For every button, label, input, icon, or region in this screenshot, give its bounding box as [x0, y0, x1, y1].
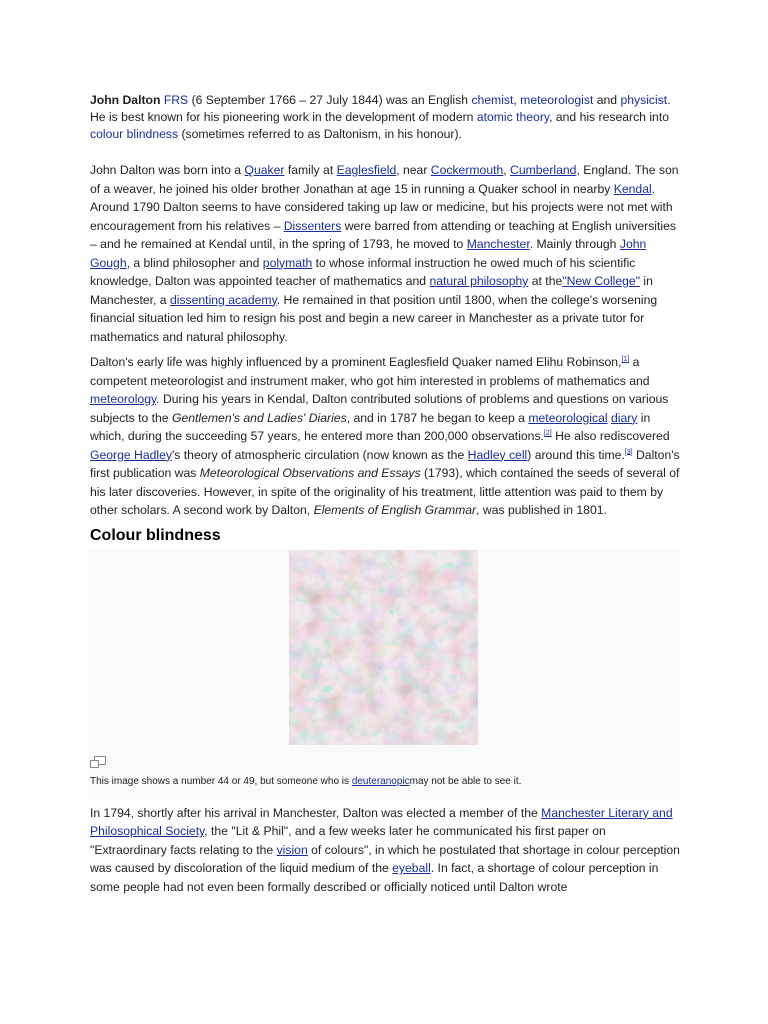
body-text: family at	[284, 163, 337, 177]
body-text: John Dalton was born into a	[90, 163, 245, 177]
body-text: in which, during the succeeding 57 years, he entered more than 200,000 observations.	[90, 410, 651, 443]
influence-paragraph	[90, 353, 682, 520]
link-vision[interactable]: vision	[276, 842, 308, 857]
body-text: , a blind philosopher and	[126, 255, 263, 270]
link-hadley-cell[interactable]: Hadley cell	[467, 447, 528, 462]
intro-text: . He is best known for his pioneering work in the development of modern	[90, 93, 671, 124]
body-text: Dalton's early life was highly influenced by a prominent Eaglesfield Quaker named Elihu Robinson,	[90, 355, 622, 369]
body-text: , and in 1787 he began to keep a	[346, 410, 529, 425]
subject-name: John Dalton	[90, 93, 161, 107]
link-george-hadley[interactable]: George Hadley	[90, 447, 172, 462]
observations-title: Meteorological Observations and Essays	[199, 466, 421, 480]
link-dissenting-academy[interactable]: dissenting academy	[169, 292, 277, 307]
link-cockermouth[interactable]: Cockermouth	[430, 163, 504, 177]
link-meteorology[interactable]: meteorology	[90, 392, 157, 406]
link-eyeball[interactable]: eyeball	[392, 861, 431, 875]
link-eaglesfield[interactable]: Eaglesfield	[336, 163, 397, 177]
intro-text: (sometimes referred to as Daltonism, in his honour).	[178, 127, 462, 141]
intro-paragraph	[90, 92, 682, 143]
body-text: (1793), which contained the seeds of several of his later discoveries. However, in spite of the originality of his treatment, little attention was paid to them by other scholars. A second work by Dalton,	[90, 466, 680, 517]
article-body	[90, 92, 682, 896]
body-text: , near	[396, 163, 431, 177]
body-text: ,	[503, 163, 511, 177]
lit-phil-paragraph	[90, 804, 682, 897]
link-john-gough[interactable]: John Gough	[90, 237, 647, 270]
link-physicist[interactable]: physicist	[620, 93, 668, 107]
intro-text: (6 September 1766 – 27 July 1844) was an English	[188, 93, 472, 107]
body-text: a competent meteorologist and instrument maker, who got him interested in problems of mathematics and	[90, 355, 650, 388]
body-text: , was published in 1801.	[476, 503, 607, 517]
enlarge-icon[interactable]	[90, 755, 106, 767]
early-life-paragraph	[90, 161, 682, 346]
link-meteorological[interactable]: meteorological	[528, 410, 608, 425]
link-lit-phil-society[interactable]: Manchester Literary and Philosophical Society	[90, 805, 673, 838]
citation-1[interactable]: [1]	[621, 355, 630, 363]
body-text: Dalton's first publication was	[90, 447, 680, 480]
grammar-title: Elements of English Grammar	[313, 503, 477, 517]
link-polymath[interactable]: polymath	[262, 255, 313, 270]
link-meteorologist[interactable]: meteorologist	[520, 93, 594, 107]
link-dissenters[interactable]: Dissenters	[283, 218, 342, 233]
citation-2[interactable]: [2]	[543, 429, 552, 437]
body-text: were barred from attending or teaching at English universities – and he remained at Kendal until, in the spring of 1793, he moved to	[90, 218, 676, 251]
body-text: . Mainly through	[529, 237, 620, 251]
diaries-title: Gentlemen's and Ladies' Diaries	[171, 410, 347, 425]
link-atomic-theory[interactable]: atomic theory	[476, 110, 550, 124]
citation-3[interactable]: [3]	[624, 448, 633, 456]
intro-text: , and his research into	[549, 110, 669, 124]
body-text: , England. The son of a weaver, he joined his older brother Jonathan at age 15 in running a Quaker school in nearby	[90, 163, 679, 196]
link-new-college[interactable]: "New College"	[562, 274, 641, 288]
figure-caption	[90, 776, 521, 787]
link-chemist[interactable]: chemist	[471, 93, 514, 107]
thumbnail-figure	[88, 550, 680, 800]
link-diary[interactable]: diary	[610, 410, 638, 425]
body-text: to whose informal instruction he owed much of his scientific knowledge, Dalton was appointed teacher of mathematics and	[90, 255, 636, 288]
body-text: . In fact, a shortage of colour perception in some people had not even been formally described or officially noticed until Dalton wrote	[90, 861, 659, 894]
link-frs[interactable]: FRS	[163, 93, 189, 107]
caption-text: may not be able to see it.	[409, 775, 522, 787]
intro-text: ,	[513, 93, 521, 107]
intro-text: and	[593, 93, 621, 107]
body-text: at the	[528, 274, 563, 288]
body-text: in Manchester, a	[90, 274, 653, 307]
body-text: In 1794, shortly after his arrival in Manchester, Dalton was elected a member of the	[90, 805, 542, 820]
body-text: of colours", in which he postulated that shortage in colour perception was caused by discoloration of the liquid medium of the	[90, 842, 680, 875]
link-cumberland[interactable]: Cumberland	[510, 163, 577, 177]
body-text: He also rediscovered	[551, 429, 670, 443]
caption-text: This image shows a number 44 or 49, but someone who is	[90, 775, 352, 787]
link-deuteranopic[interactable]: deuteranopic	[351, 775, 410, 787]
body-text: 's theory of atmospheric circulation (now known as the	[171, 447, 468, 462]
body-text: . He remained in that position until 1800, when the college's worsening financial situation led him to resign his post and begin a new career in Manchester as a private tutor for mathematics and natural philosophy.	[90, 292, 658, 344]
link-natural-philosophy[interactable]: natural philosophy	[429, 274, 529, 288]
ishihara-plate-image[interactable]	[289, 550, 478, 745]
link-quaker[interactable]: Quaker	[244, 163, 285, 177]
link-colour-blindness[interactable]: colour blindness	[90, 127, 179, 141]
body-text: . Around 1790 Dalton seems to have considered taking up law or medicine, but his projects were not met with encouragement from his relatives –	[90, 181, 673, 233]
section-heading-colour-blindness: Colour blindness	[90, 526, 221, 544]
link-kendal[interactable]: Kendal	[613, 181, 652, 196]
body-text: . During his years in Kendal, Dalton contributed solutions of problems and questions on various subjects to the	[90, 392, 669, 425]
link-manchester[interactable]: Manchester	[466, 237, 530, 251]
body-text: , the "Lit & Phil", and a few weeks later he communicated his first paper on "Extraordinary facts relating to the	[90, 824, 606, 857]
body-text: ) around this time.	[527, 447, 625, 462]
